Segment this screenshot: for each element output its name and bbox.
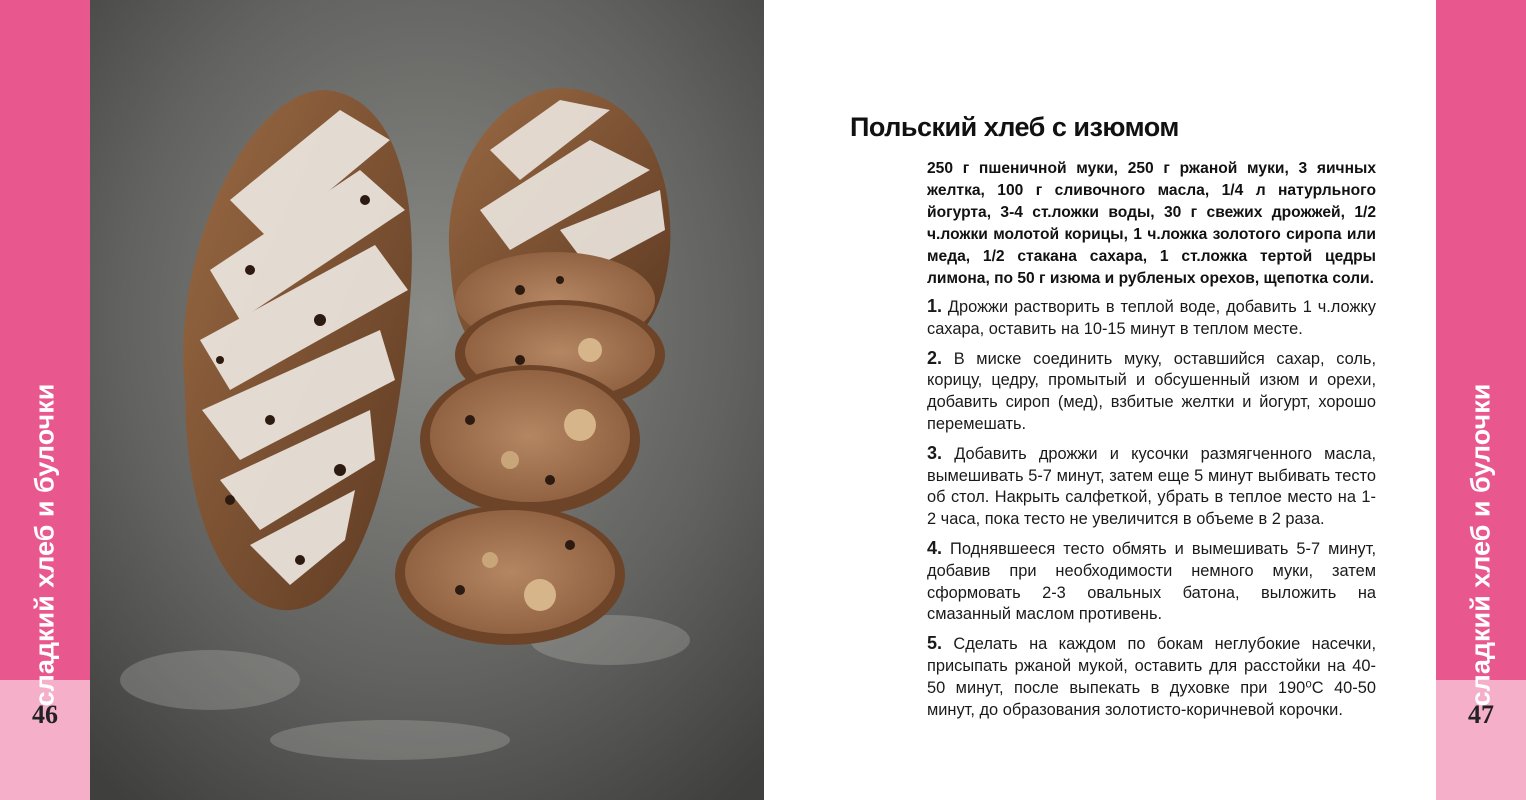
bread-slice bbox=[420, 365, 640, 515]
left-section-tab bbox=[0, 0, 90, 800]
ingredients-list: 250 г пшеничной муки, 250 г ржаной муки, 3 яичных желтка, 100 г сливочного масла, 1/4 л натурльного йогурта, 3-4 ст.ложки воды, 30 г свежих дрожжей, 1/2 ч.ложки молотой корицы, 1 ч.ложка золотого сиропа или меда, 1/2 стакана сахара, 1 ст.ложка тертой цедры лимона, по 50 г изюма и рубленых орехов, щепотка соли. bbox=[927, 160, 1376, 287]
right-section-label: сладкий хлеб и булочки bbox=[1465, 383, 1496, 707]
step-text: Добавить дрожжи и кусочки размягченного масла, вымешивать 5-7 минут, затем еще 5 минут выбивать тесто об стол. Накрыть салфеткой, убрать в теплое место на 1-2 часа, пока тесто не увеличится в объеме в 2 раза. bbox=[927, 444, 1376, 529]
recipe-step bbox=[927, 633, 1376, 721]
step-text: Дрожжи растворить в теплой воде, добавить 1 ч.ложку сахара, оставить на 10-15 минут в теплом месте. bbox=[927, 298, 1376, 338]
bread-slice bbox=[395, 505, 625, 645]
step-text: Сделать на каждом по бокам неглубокие насечки, присыпать ржаной мукой, оставить для расстойки на 40-50 минут, после выпекать в духовке при 190⁰С 40-50 минут, до образования золотисто-коричневой корочки. bbox=[927, 635, 1376, 719]
step-number: 2. bbox=[927, 347, 943, 368]
recipe-step bbox=[927, 443, 1376, 531]
step-number: 4. bbox=[927, 537, 943, 558]
right-page-number: 47 bbox=[1468, 700, 1494, 729]
recipe-steps bbox=[927, 296, 1376, 728]
left-section-label: сладкий хлеб и булочки bbox=[29, 383, 60, 707]
recipe-step bbox=[927, 348, 1376, 436]
step-number: 3. bbox=[927, 442, 943, 463]
right-section-tab bbox=[1436, 0, 1526, 800]
left-page-number: 46 bbox=[32, 700, 58, 729]
recipe-step bbox=[927, 296, 1376, 341]
step-text: Поднявшееся тесто обмять и вымешивать 5-7 минут, добавив при необходимости немного муки, затем сформовать 2-3 овальных батона, выложить на смазанный маслом противень. bbox=[927, 539, 1376, 624]
bread-photo bbox=[90, 0, 764, 800]
step-number: 1. bbox=[927, 296, 943, 316]
recipe-title: Польский хлеб с изюмом bbox=[850, 112, 1179, 142]
recipe-step bbox=[927, 538, 1376, 626]
step-number: 5. bbox=[927, 633, 943, 654]
step-text: В миске соединить муку, оставшийся сахар, соль, корицу, цедру, промытый и обсушенный изюм и орехи, добавить сироп (мед), взбитые желтки и йогурт, хорошо перемешать. bbox=[927, 349, 1376, 433]
